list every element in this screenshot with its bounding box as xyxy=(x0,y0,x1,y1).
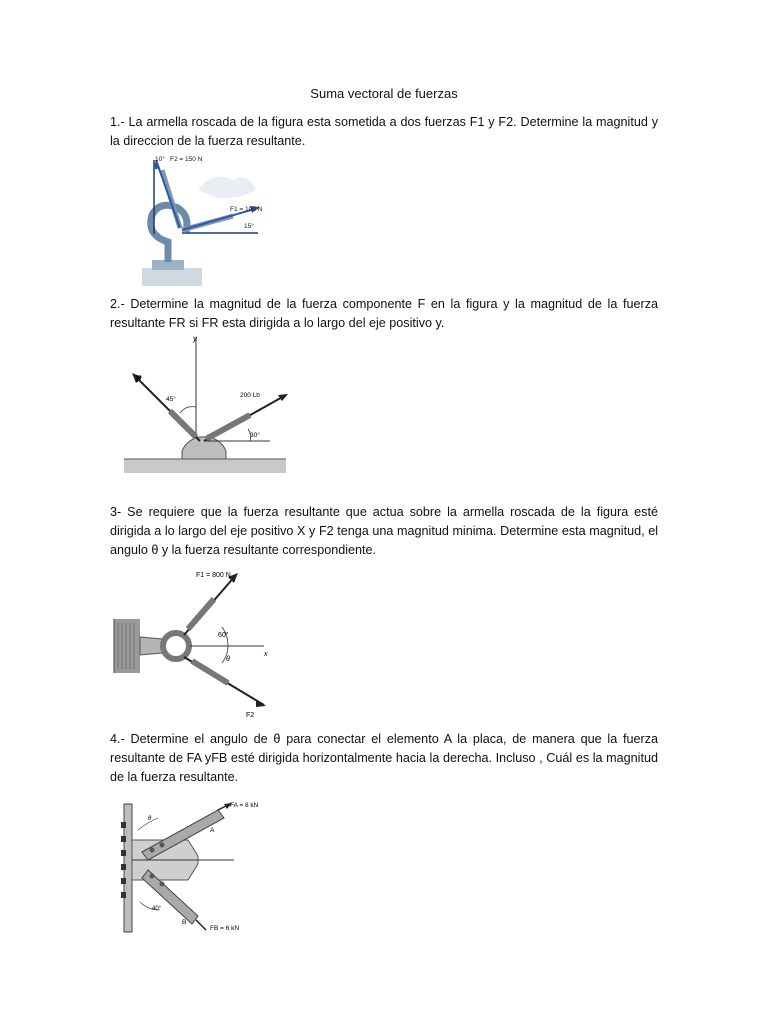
figure-4-angle: 40° xyxy=(152,906,162,912)
figure-1-angle-top: 10° xyxy=(155,156,165,163)
figure-2-bracket xyxy=(120,333,290,475)
problem-2 xyxy=(110,295,658,333)
problem-4 xyxy=(110,730,658,787)
problem-1 xyxy=(110,113,658,151)
figure-4-theta: θ xyxy=(148,816,152,822)
figure-2-force-label: 200 Lb xyxy=(240,392,260,399)
figure-2-y-axis: y xyxy=(193,334,197,343)
problem-3-text: 3- Se requiere que la fuerza resultante que actua sobre la armella roscada de la figura esté dirigida a lo largo del eje positivo X y F2 tenga una magnitud minima. Determine esta magnitud, el angulo θ y la fuerza resultante correspondiente. xyxy=(110,505,658,557)
figure-4-fa-label: FA = 8 kN xyxy=(230,802,258,809)
figure-1-f2-label: F2 = 150 N xyxy=(170,156,203,163)
problem-1-text: 1.- La armella roscada de la figura esta sometida a dos fuerzas F1 y F2. Determine la magnitud y la direccion de la fuerza resultante. xyxy=(110,115,658,148)
figure-3-f1-label: F1 = 800 N xyxy=(196,572,231,579)
problem-2-text: 2.- Determine la magnitud de la fuerza componente F en la figura y la magnitud de la fuerza resultante FR si FR esta dirigida a lo largo del eje positivo y. xyxy=(110,297,658,330)
figure-4-a-label: A xyxy=(210,827,215,834)
figure-2-angle-right: 30° xyxy=(250,432,260,439)
figure-4-b-label: B xyxy=(182,919,187,926)
figure-3-eye-ring xyxy=(110,567,270,719)
figure-3-angle: 60° xyxy=(218,632,229,639)
figure-1-eyebolt xyxy=(138,150,266,288)
figure-1-angle-bottom: 15° xyxy=(244,223,254,230)
figure-3-f2-label: F2 xyxy=(246,712,255,719)
figure-3-x-axis: x xyxy=(264,651,268,658)
figure-1-f1-label: F1 = 100 N xyxy=(230,206,263,213)
figure-4-fb-label: FB = 6 kN xyxy=(210,925,240,932)
figure-2-angle-left: 45° xyxy=(166,396,176,403)
figure-2-f-label: F xyxy=(136,374,142,384)
figure-3-theta: θ xyxy=(226,656,230,663)
problem-4-text: 4.- Determine el angulo de θ para conectar el elemento A la placa, de manera que la fuerza resultante de FA yFB esté dirigida horizontalmente hacia la derecha. Incluso , Cuál es la magnitud de la fuerza resultante. xyxy=(110,732,658,784)
figure-4-plate xyxy=(118,800,258,935)
problem-3 xyxy=(110,503,658,560)
page-title: Suma vectoral de fuerzas xyxy=(310,86,458,101)
